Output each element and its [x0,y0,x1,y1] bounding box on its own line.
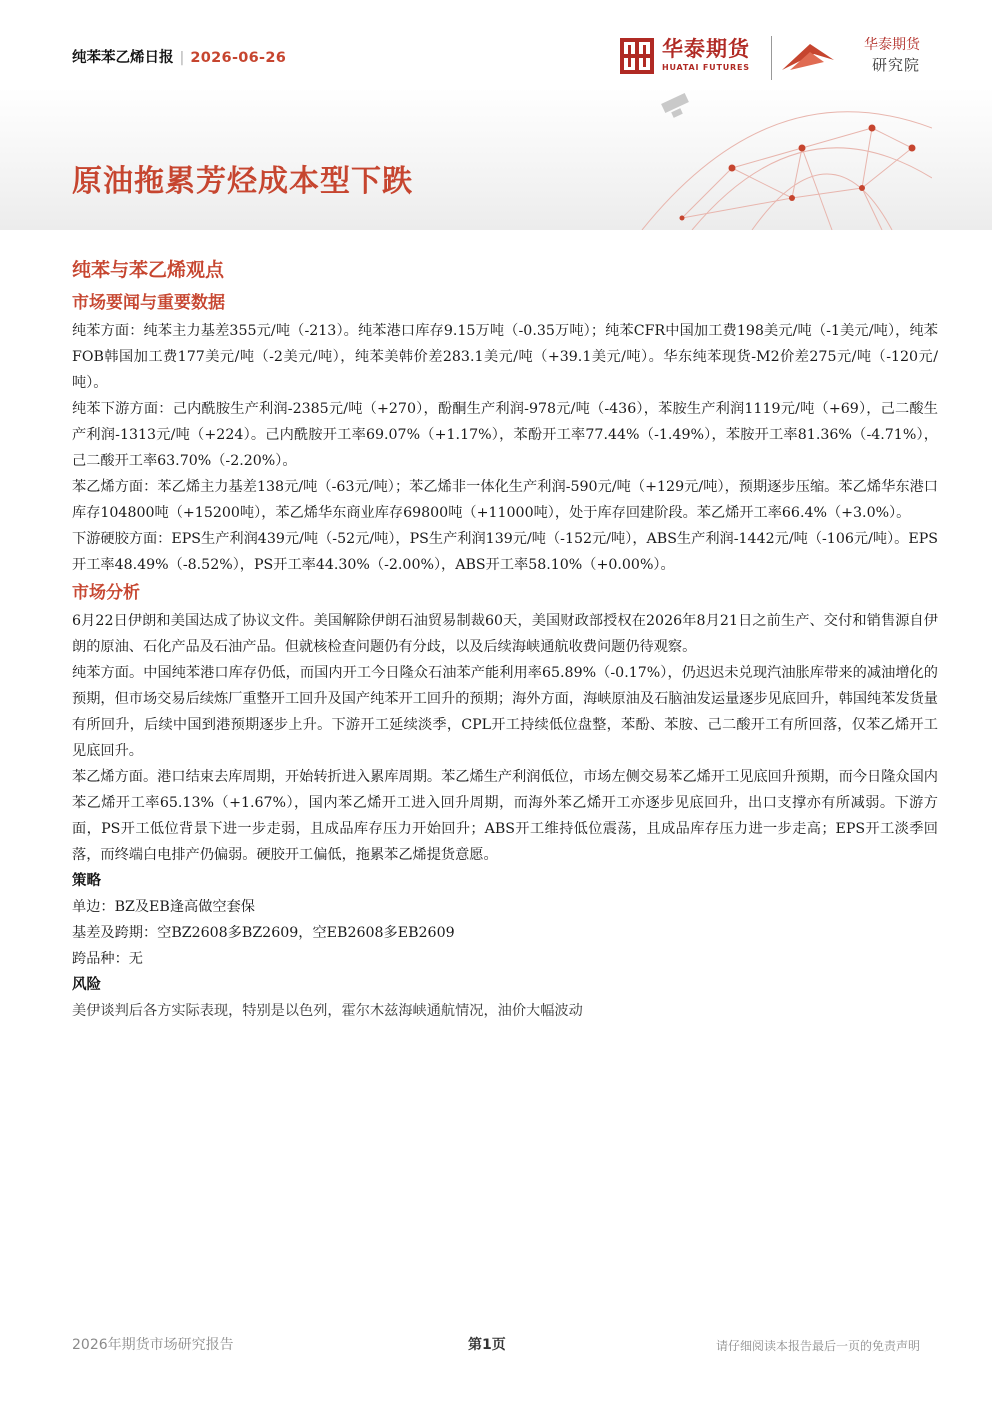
news-paragraph: 纯苯下游方面：己内酰胺生产利润-2385元/吨（+270），酚酮生产利润-978元/吨（-436），苯胺生产利润1119元/吨（+69），己二酸生产利润-1313元/吨（+224）。己内酰胺开工率69.07%（+1.17%），苯酚开工率77.44%（-1.49%），苯胺开工率81.36%（-4.71%），己二酸开工率63.70%（-2.20%）。 [72,401,938,469]
page-number: 第1页 [468,1337,506,1353]
brand-logos [620,36,920,82]
institute-logo-icon [780,40,836,74]
institute-name-line2: 研究院 [871,56,920,74]
institute-name-line1: 华泰期货 [864,37,920,53]
footer-disclaimer: 请仔细阅读本报告最后一页的免责声明 [715,1339,920,1353]
analysis-heading: 市场分析 [72,583,140,603]
footer-report-name: 2026年期货市场研究报告 [72,1337,234,1353]
analysis-paragraph: 纯苯方面。中国纯苯港口库存仍低，而国内开工今日隆众石油苯产能利用率65.89%（-0.17%），仍迟迟未兑现汽油胀库带来的减油增化的预期，但市场交易后续炼厂重整开工回升及国产纯苯开工回升的预期；海外方面，海峡原油及石脑油发运量逐步见底回升，韩国纯苯发货量有所回升，后续中国到港预期逐步上升。下游开工延续淡季，CPL开工持续低位盘整，苯酚、苯胺、己二酸开工有所回落，仅苯乙烯开工见底回升。 [72,665,938,759]
network-graphic-icon [632,88,932,230]
risk-text: 美伊谈判后各方实际表现，特别是以色列，霍尔木兹海峡通航情况，油价大幅波动 [72,1003,583,1019]
strategy-basis: 基差及跨期：空BZ2608多BZ2609，空EB2608多EB2609 [72,925,455,941]
page-title: 原油拖累芳烃成本型下跌 [72,164,413,199]
news-heading: 市场要闻与重要数据 [72,293,225,313]
strategy-single: 单边：BZ及EB逢高做空套保 [72,899,255,915]
news-paragraph: 下游硬胶方面：EPS生产利润439元/吨（-52元/吨），PS生产利润139元/吨（-152元/吨），ABS生产利润-1442元/吨（-106元/吨）。EPS开工率48.49%（-8.52%），PS开工率44.30%（-2.00%），ABS开工率58.10%（+0.00%）。 [72,531,938,573]
analysis-paragraph: 6月22日伊朗和美国达成了协议文件。美国解除伊朗石油贸易制裁60天，美国财政部授权在2026年8月21日之前生产、交付和销售源自伊朗的原油、石化产品及石油产品。但就核检查问题仍有分歧，以及后续海峡通航收费问题仍待观察。 [72,613,938,655]
strategy-cross: 跨品种：无 [72,951,143,967]
report-title: 纯苯苯乙烯日报 [72,50,174,66]
logo-divider [771,36,772,80]
analysis-paragraph: 苯乙烯方面。港口结束去库周期，开始转折进入累库周期。苯乙烯生产利润低位，市场左侧交易苯乙烯开工见底回升预期，而今日隆众国内苯乙烯开工率65.13%（+1.67%），国内苯乙烯开工进入回升周期，而海外苯乙烯开工亦逐步见底回升，出口支撑亦有所减弱。下游方面，PS开工低位背景下进一步走弱，且成品库存压力开始回升；ABS开工维持低位震荡，且成品库存压力进一步走高；EPS开工淡季回落，而终端白电排产仍偏弱。硬胶开工偏低，拖累苯乙烯提货意愿。 [72,769,938,863]
header-separator: | [179,50,185,66]
strategy-heading: 策略 [72,873,101,889]
report-body [72,252,938,1024]
risk-heading: 风险 [72,977,101,993]
report-header [72,46,286,70]
report-date: 2026-06-26 [190,50,287,66]
news-paragraph: 苯乙烯方面：苯乙烯主力基差138元/吨（-63元/吨）；苯乙烯非一体化生产利润-590元/吨（+129元/吨），预期逐步压缩。苯乙烯华东港口库存104800吨（+15200吨），苯乙烯华东商业库存69800吨（+11000吨），处于库存回建阶段。苯乙烯开工率66.4%（+3.0%）。 [72,479,938,521]
logo-company-en: HUATAI FUTURES [662,63,750,72]
page-footer [72,1332,920,1358]
news-paragraph: 纯苯方面：纯苯主力基差355元/吨（-213）。纯苯港口库存9.15万吨（-0.35万吨）；纯苯CFR中国加工费198美元/吨（-1美元/吨），纯苯FOB韩国加工费177美元/吨（-2美元/吨），纯苯美韩价差283.1美元/吨（+39.1美元/吨）。华东纯苯现货-M2价差275元/吨（-120元/吨）。 [72,323,938,391]
section-heading: 纯苯与苯乙烯观点 [72,259,225,281]
logo-company-cn: 华泰期货 [662,37,750,61]
huatai-logo-icon [620,38,654,74]
